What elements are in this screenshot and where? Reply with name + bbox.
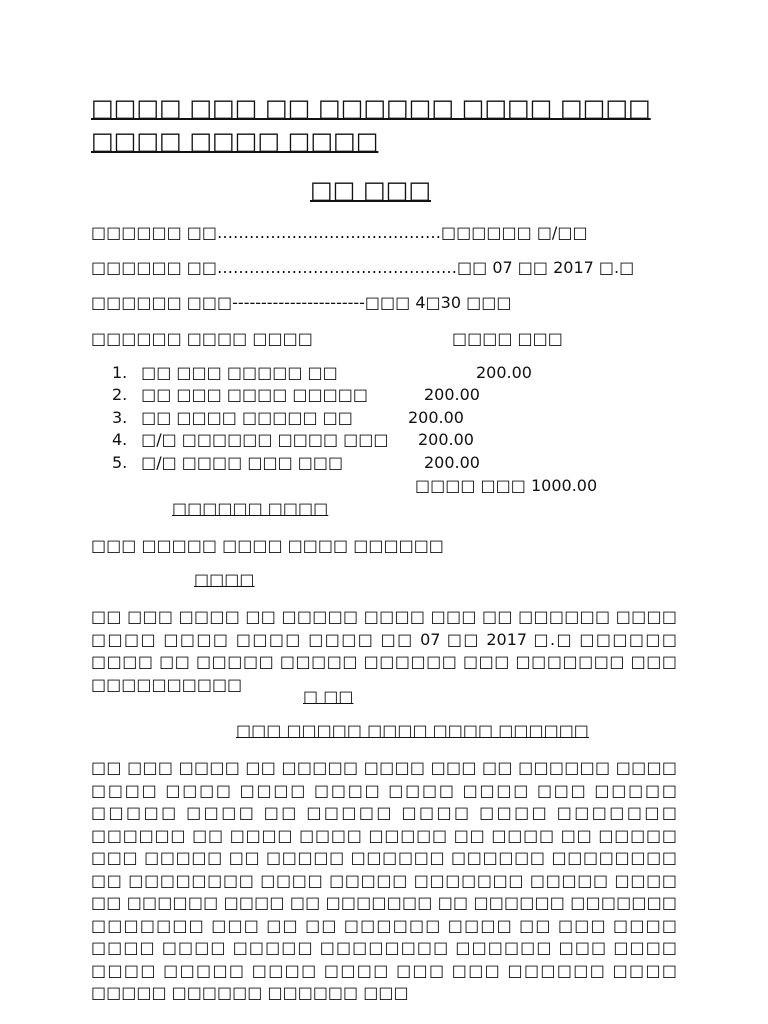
list-item-number: 1.	[112, 363, 128, 382]
list-item-amount: 200.00	[408, 407, 464, 427]
paragraph-1: □□ □□□ □□□□ □□ □□□□□ □□□□ □□□ □□ □□□□□□ □□□□ □□□□ □□□□ □□□□ □□□□ □□ 07 □□ 2017 □.□ □□□□□□ □□□□ □□ □□□□□ □□□□□ □□□□□□ □□□ □□□□□□□ □□□ □□□□□□□□□□	[91, 607, 677, 694]
list-item-label: □/□ □□□□ □□□ □□□	[141, 452, 344, 472]
list-item-number: 3.	[112, 407, 128, 427]
decision-label: □□□□	[194, 570, 255, 589]
paragraph-2: □□ □□□ □□□□ □□ □□□□□ □□□□ □□□ □□ □□□□□□ □□□□ □□□□ □□□□ □□□□ □□□□ □□□□ □□□□ □□□ □□□□□ □□□□□ □□□□ □□ □□□□□ □□□□ □□□□ □□□□□□□ □□□□□□ □□ □□□□ □□□□ □□□□□ □□ □□□□ □□ □□□□□ □□□ □□□□□ □□ □□□□□ □□□□□□ □□□□□□ □□□□□□□□ □□ □□□□□□□□ □□□□ □□□□□ □□□□□□□ □□□□□ □□□□ □□ □□□□□□ □□□□ □□ □□□□□□□ □□ □□□□□□ □□□□□□□ □□□□□□□ □□□ □□ □□ □□□□□□ □□□□ □□ □□□ □□□□ □□□□ □□□□ □□□□□ □□□□□□□□ □□□□□□ □□□ □□□□ □□□□ □□□□□ □□□□ □□□□ □□□ □□□ □□□□□□ □□□□ □□□□□ □□□□□□ □□□□□□ □□□	[91, 758, 677, 1002]
list-item	[112, 407, 464, 430]
list-item-label: □□ □□□□ □□□□□ □□	[141, 407, 353, 427]
total-amount: □□□□ □□□ 1000.00	[415, 476, 598, 495]
meta-line-2: □□□□□□ □□………………………………………□□ 07 □□ 2017 □.□	[91, 258, 635, 277]
list-item	[112, 430, 474, 452]
list-item	[112, 385, 480, 407]
members-list	[112, 363, 532, 475]
list-item-number: 4.	[112, 430, 128, 450]
meta-line-1: □□□□□□ □□……………………………………□□□□□□ □/□□	[91, 223, 588, 242]
meta-line-3: □□□□□□ □□□-----------------------□□□ 4□30 □□□	[91, 293, 512, 312]
list-header-left: □□□□□□ □□□□ □□□□	[91, 329, 313, 348]
list-item-label: □/□ □□□□□□ □□□□ □□□	[141, 430, 389, 450]
list-item-label: □□ □□□ □□□□□ □□	[141, 363, 338, 382]
list-item-amount: 200.00	[424, 385, 480, 405]
list-item	[112, 363, 532, 385]
agenda-line: □□□ □□□□□ □□□□ □□□□ □□□□□□	[91, 536, 444, 555]
list-item	[112, 452, 480, 475]
section-number: □ □□	[303, 687, 354, 706]
list-item-number: 5.	[112, 452, 128, 472]
list-item-label: □□ □□□ □□□□ □□□□□	[141, 385, 368, 405]
list-item-amount: 200.00	[424, 452, 480, 472]
section-title: □□□ □□□□□ □□□□ □□□□ □□□□□□	[236, 721, 589, 740]
list-item-amount: 200.00	[476, 363, 532, 382]
document-subtitle: □□ □□□	[310, 176, 432, 204]
agenda-title: □□□□□□ □□□□	[172, 499, 329, 518]
document-title: □□□□ □□□ □□ □□□□□□ □□□□ □□□□ □□□□ □□□□ □□□□	[91, 94, 651, 155]
list-header-right: □□□□ □□□	[452, 329, 563, 348]
list-item-amount: 200.00	[418, 430, 474, 450]
list-item-number: 2.	[112, 385, 128, 405]
